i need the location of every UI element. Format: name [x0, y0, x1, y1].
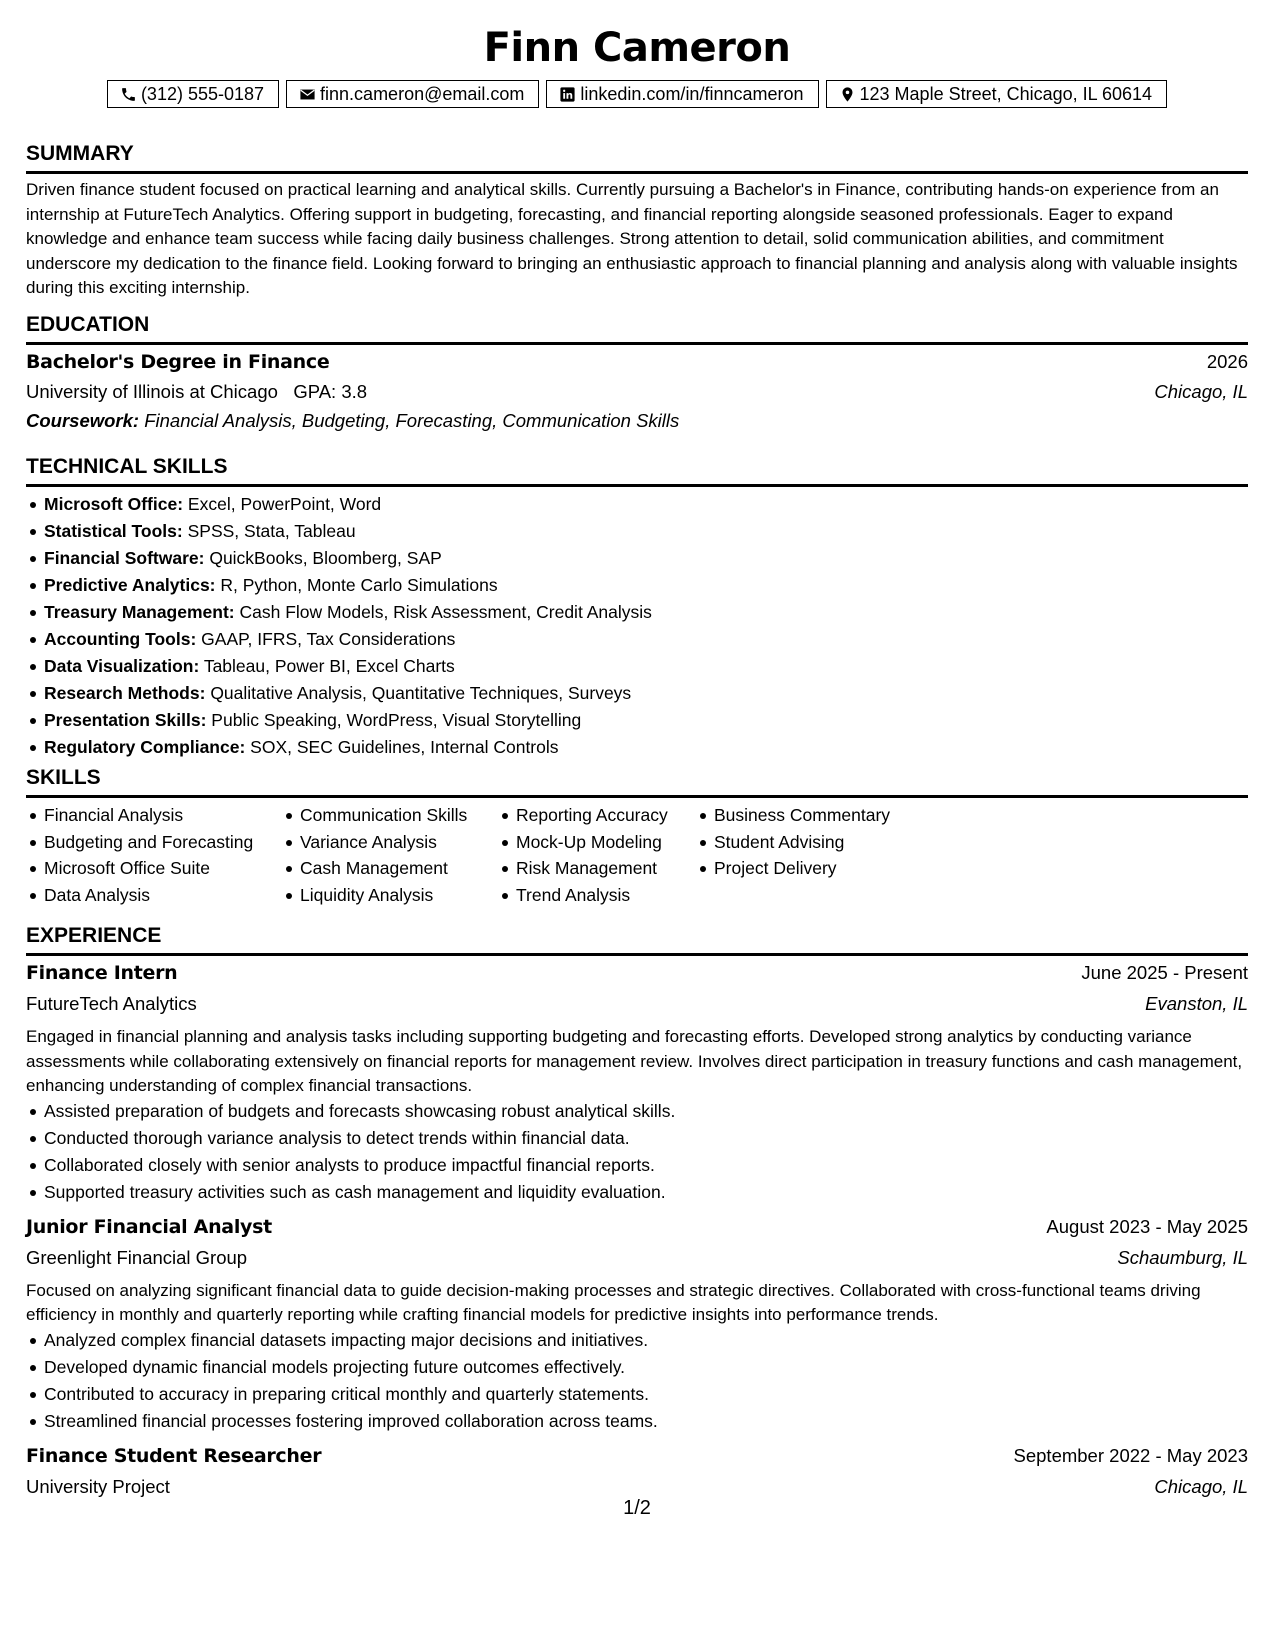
- school-line: [26, 381, 367, 403]
- contact-bar: [26, 80, 1248, 108]
- skill-value: GAAP, IFRS, Tax Considerations: [201, 629, 456, 649]
- skill-label: Research Methods:: [44, 683, 206, 703]
- skills-column: [696, 802, 974, 908]
- contact-address[interactable]: [826, 80, 1168, 108]
- skill-value: SPSS, Stata, Tableau: [187, 521, 356, 541]
- skill-label: Accounting Tools:: [44, 629, 197, 649]
- section-divider: [26, 171, 1248, 174]
- job-location: Chicago, IL: [1154, 1475, 1248, 1497]
- skill-value: Excel, PowerPoint, Word: [187, 494, 382, 514]
- list-item: Trend Analysis: [516, 882, 696, 909]
- list-item: [44, 680, 1248, 707]
- section-title: SUMMARY: [26, 142, 134, 165]
- list-item: [44, 545, 1248, 572]
- skills-column: [498, 802, 696, 908]
- list-item: Streamlined financial processes fostering improved collaboration across teams.: [44, 1408, 1248, 1435]
- job-title: Finance Intern: [26, 962, 178, 984]
- section-divider: [26, 953, 1248, 956]
- contact-linkedin[interactable]: [546, 80, 818, 108]
- job-company: University Project: [26, 1475, 170, 1497]
- map-marker-icon: [839, 86, 856, 103]
- job-description: Focused on analyzing significant financial data to guide decision-making processes and strategic directives. Collaborated with cross-functional teams driving efficiency in monthly and quarterly reporting while crafting financial models for predictive insights into performance trends.: [26, 1280, 1201, 1325]
- phone-icon: [120, 86, 137, 103]
- list-item: Assisted preparation of budgets and forecasts showcasing robust analytical skills.: [44, 1098, 1248, 1125]
- list-item: Cash Management: [300, 855, 498, 882]
- list-item: Analyzed complex financial datasets impacting major decisions and initiatives.: [44, 1327, 1248, 1354]
- list-item: [44, 626, 1248, 653]
- resume-page: [26, 0, 1248, 1650]
- list-item: [44, 653, 1248, 680]
- job-entry: [26, 1216, 1248, 1435]
- list-item: Data Analysis: [44, 882, 282, 909]
- skill-label: Financial Software:: [44, 548, 205, 568]
- summary-text: Driven finance student focused on practical learning and analytical skills. Currently pursuing a Bachelor's in Finance, contributing hands-on experience from an internship at FutureTech Analytics. Offering support in budgeting, forecasting, and financial reporting alongside seasoned professionals. Eager to expand knowledge and enhance team success while facing daily business challenges. Strong attention to detail, solid communication abilities, and commitment underscore my dedication to the finance field. Looking forward to bringing an enthusiastic approach to financial planning and analysis along with valuable insights during this exciting internship.: [26, 180, 1238, 298]
- skill-label: Presentation Skills:: [44, 710, 207, 730]
- list-item: Financial Analysis: [44, 802, 282, 829]
- summary-section: [26, 141, 1248, 301]
- job-title: Finance Student Researcher: [26, 1444, 322, 1467]
- job-dates: September 2022 - May 2023: [1013, 1444, 1248, 1466]
- contact-email[interactable]: [286, 80, 539, 108]
- job-bullets: [26, 1327, 1248, 1435]
- job-location: Schaumburg, IL: [1117, 1246, 1248, 1268]
- technical-skills-section: [26, 454, 1248, 761]
- list-item: Collaborated closely with senior analysts to produce impactful financial reports.: [44, 1152, 1248, 1179]
- list-item: [44, 707, 1248, 734]
- technical-skills-list: [26, 491, 1248, 761]
- job-bullets: [26, 1098, 1248, 1206]
- list-item: Mock-Up Modeling: [516, 829, 696, 856]
- section-divider: [26, 484, 1248, 487]
- list-item: Developed dynamic financial models projecting future outcomes effectively.: [44, 1354, 1248, 1381]
- list-item: Risk Management: [516, 855, 696, 882]
- email-text: finn.cameron@email.com: [320, 83, 525, 104]
- job-company: Greenlight Financial Group: [26, 1246, 248, 1268]
- job-dates: June 2025 - Present: [1081, 962, 1248, 983]
- skill-label: Predictive Analytics:: [44, 575, 216, 595]
- envelope-icon: [299, 86, 316, 103]
- list-item: [44, 572, 1248, 599]
- skill-value: Tableau, Power BI, Excel Charts: [203, 656, 455, 676]
- gpa: GPA: 3.8: [293, 381, 368, 402]
- section-title: EXPERIENCE: [26, 924, 162, 947]
- section-title: TECHNICAL SKILLS: [26, 455, 228, 478]
- job-company: FutureTech Analytics: [26, 993, 197, 1014]
- job-title: Junior Financial Analyst: [26, 1215, 272, 1238]
- skill-value: QuickBooks, Bloomberg, SAP: [209, 548, 442, 568]
- list-item: Project Delivery: [714, 855, 974, 882]
- skill-value: Qualitative Analysis, Quantitative Techniques, Surveys: [210, 683, 632, 703]
- job-dates: August 2023 - May 2025: [1046, 1215, 1248, 1237]
- list-item: [44, 599, 1248, 626]
- list-item: Liquidity Analysis: [300, 882, 498, 909]
- skills-column: [26, 802, 282, 908]
- school-name: University of Illinois at Chicago: [26, 381, 278, 402]
- list-item: Student Advising: [714, 829, 974, 856]
- coursework-list: Financial Analysis, Budgeting, Forecasting, Communication Skills: [144, 410, 680, 431]
- list-item: Conducted thorough variance analysis to detect trends within financial data.: [44, 1125, 1248, 1152]
- list-item: Reporting Accuracy: [516, 802, 696, 829]
- list-item: Business Commentary: [714, 802, 974, 829]
- linkedin-text: linkedin.com/in/finncameron: [580, 83, 804, 104]
- section-divider: [26, 342, 1248, 345]
- skill-label: Data Visualization:: [44, 656, 200, 676]
- school-location: Chicago, IL: [1154, 381, 1248, 402]
- section-divider: [26, 795, 1248, 798]
- job-location: Evanston, IL: [1145, 993, 1248, 1014]
- list-item: [44, 518, 1248, 545]
- job-entry: [26, 962, 1248, 1206]
- list-item: [44, 734, 1248, 761]
- experience-section: [26, 923, 1248, 1507]
- contact-phone[interactable]: [107, 80, 279, 108]
- coursework: [26, 410, 1248, 439]
- section-title: SKILLS: [26, 766, 101, 789]
- list-item: Supported treasury activities such as cash management and liquidity evaluation.: [44, 1179, 1248, 1206]
- skills-grid: [26, 802, 1248, 908]
- skill-value: R, Python, Monte Carlo Simulations: [220, 575, 498, 595]
- skill-value: Cash Flow Models, Risk Assessment, Credit Analysis: [239, 602, 652, 622]
- list-item: Variance Analysis: [300, 829, 498, 856]
- skill-value: Public Speaking, WordPress, Visual Storytelling: [211, 710, 582, 730]
- job-description: Engaged in financial planning and analysis tasks including supporting budgeting and forecasting efforts. Developed strong analytics by conducting variance assessments while collaborating extensively on financial reports for management review. Involves direct participation in treasury functions and cash management, enhancing understanding of complex financial transactions.: [26, 1027, 1243, 1096]
- skill-label: Regulatory Compliance:: [44, 737, 246, 757]
- coursework-label: Coursework:: [26, 410, 140, 431]
- graduation-year: 2026: [1206, 351, 1248, 372]
- list-item: Contributed to accuracy in preparing critical monthly and quarterly statements.: [44, 1381, 1248, 1408]
- list-item: Microsoft Office Suite: [44, 855, 282, 882]
- address-text: 123 Maple Street, Chicago, IL 60614: [859, 83, 1153, 104]
- phone-text: (312) 555-0187: [140, 83, 265, 104]
- list-item: Budgeting and Forecasting: [44, 829, 282, 856]
- page-number: 1/2: [623, 1497, 651, 1519]
- education-section: [26, 312, 1248, 439]
- skill-label: Treasury Management:: [44, 602, 235, 622]
- degree-title: Bachelor's Degree in Finance: [26, 351, 330, 373]
- candidate-name: Finn Cameron: [483, 25, 791, 71]
- skill-label: Statistical Tools:: [44, 521, 183, 541]
- skill-value: SOX, SEC Guidelines, Internal Controls: [250, 737, 559, 757]
- skill-label: Microsoft Office:: [44, 494, 184, 514]
- skills-column: [282, 802, 498, 908]
- skills-section: [26, 765, 1248, 908]
- linkedin-icon: [559, 86, 576, 103]
- list-item: Communication Skills: [300, 802, 498, 829]
- list-item: [44, 491, 1248, 518]
- section-title: EDUCATION: [26, 313, 150, 336]
